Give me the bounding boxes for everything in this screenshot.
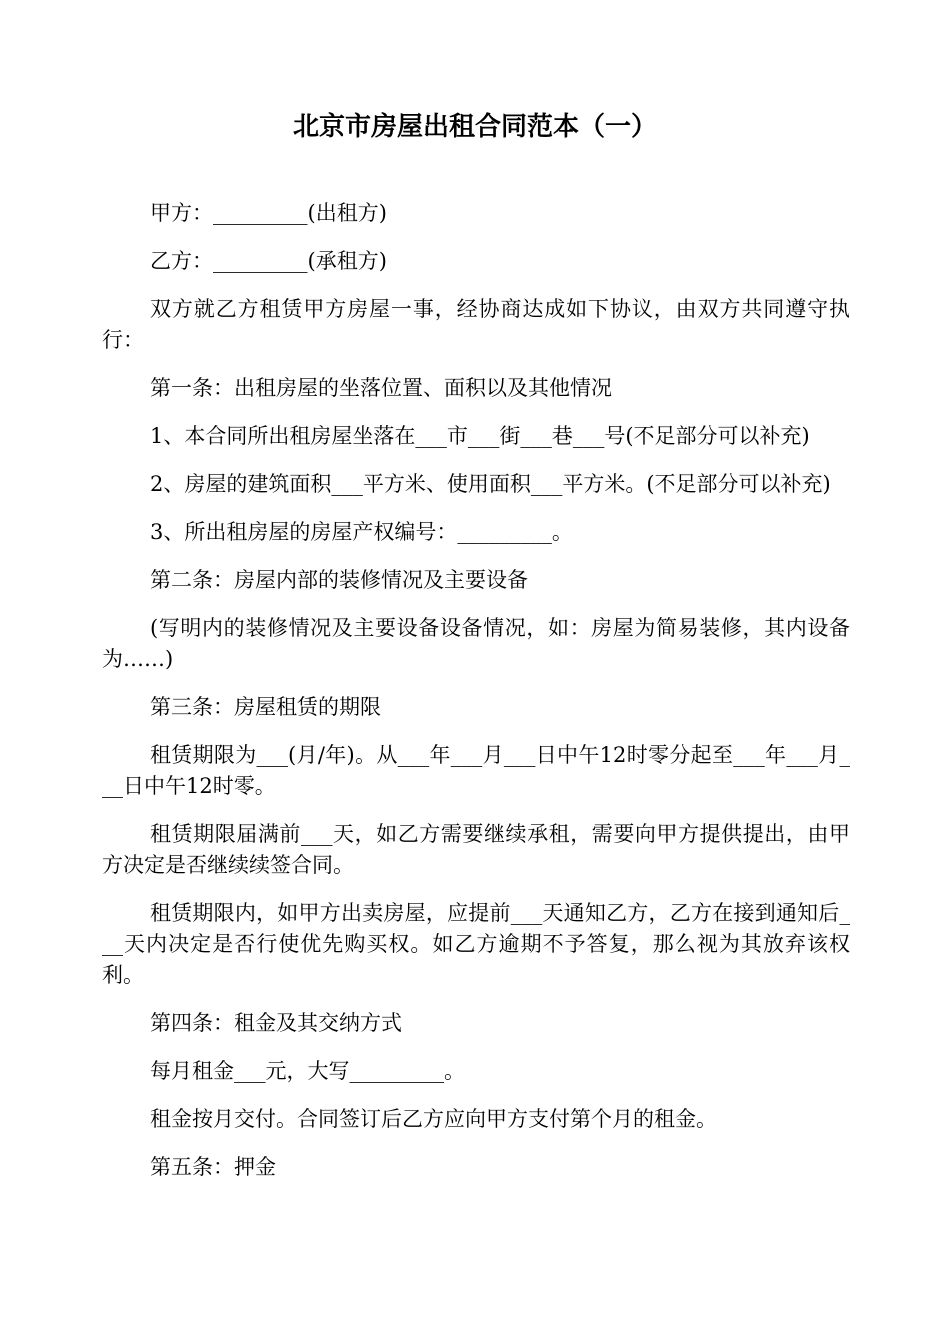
party-b-line: 乙方：_________(承租方)	[150, 249, 387, 273]
article-4-heading: 第四条：租金及其交纳方式	[150, 1011, 402, 1035]
party-a-line: 甲方：_________(出租方)	[150, 201, 387, 225]
article-2-note: (写明内的装修情况及主要设备设备情况，如：房屋为简易装修，其内设备为……)	[102, 616, 850, 671]
article-2-heading: 第二条：房屋内部的装修情况及主要设备	[150, 568, 528, 592]
document-body	[102, 198, 850, 1200]
article-1-heading: 第一条：出租房屋的坐落位置、面积以及其他情况	[150, 376, 612, 400]
agreement-intro: 双方就乙方租赁甲方房屋一事，经协商达成如下协议，由双方共同遵守执行：	[102, 297, 850, 352]
article-3-heading: 第三条：房屋租赁的期限	[150, 695, 381, 719]
article-5-heading: 第五条：押金	[150, 1155, 276, 1179]
lease-renewal-paragraph: 租赁期限届满前___天，如乙方需要继续承租，需要向甲方提供提出，由甲方决定是否继续续签合同。	[102, 822, 850, 877]
document-title: 北京市房屋出租合同范本（一）	[292, 112, 657, 142]
article-1-item-3: 3、所出租房屋的房屋产权编号：_________。	[150, 520, 573, 544]
article-1-item-1: 1、本合同所出租房屋坐落在___市___街___巷___号(不足部分可以补充)	[150, 424, 810, 448]
monthly-rent-paragraph: 每月租金___元，大写_________。	[150, 1059, 465, 1083]
preemption-right-paragraph: 租赁期限内，如甲方出卖房屋，应提前___天通知乙方，乙方在接到通知后___天内决定是否行使优先购买权。如乙方逾期不予答复，那么视为其放弃该权利。	[102, 901, 850, 987]
article-1-item-2: 2、房屋的建筑面积___平方米、使用面积___平方米。(不足部分可以补充)	[150, 472, 831, 496]
lease-term-paragraph: 租赁期限为___(月/年)。从___年___月___日中午12时零分起至___年___月___日中午12时零。	[102, 743, 850, 798]
rent-payment-paragraph: 租金按月交付。合同签订后乙方应向甲方支付第个月的租金。	[150, 1107, 717, 1131]
